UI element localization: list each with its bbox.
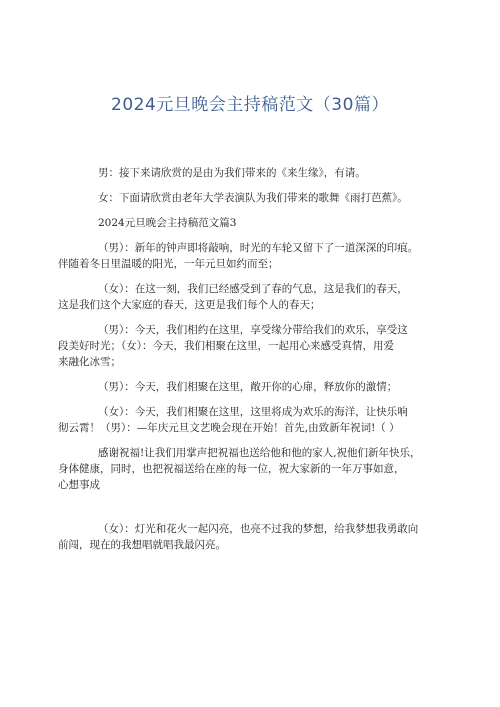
paragraph-spacer xyxy=(78,502,448,521)
document-body xyxy=(58,165,448,562)
document-title: 2024元旦晚会主持稿范文（30篇） xyxy=(111,95,389,115)
paragraph-4 xyxy=(58,240,448,272)
section-heading-3 xyxy=(78,215,448,231)
paragraph-line: （女）：在这一刻，我们已经感受到了春的气息，这是我们的春天， xyxy=(98,283,408,295)
paragraph-line: （女）：灯光和花火一起闪亮，也亮不过我的梦想，给我梦想我勇敢向 xyxy=(98,523,419,535)
paragraph-1 xyxy=(78,165,448,181)
paragraph-line: 身体健康，同时，也把祝福送给在座的每一位，祝大家新的一年万事如意， xyxy=(58,463,405,475)
paragraph-line: 彻云霄！（男）：—年庆元旦文艺晚会现在开始！首先,由致新年祝词!（ ） xyxy=(58,422,400,434)
paragraph-line: 男：接下来请欣赏的是由为我们带来的《来生缘》，有请。 xyxy=(98,167,366,179)
paragraph-line: （男）：今天，我们相约在这里，享受缘分带给我们的欢乐，享受这 xyxy=(98,324,408,336)
paragraph-10 xyxy=(58,521,448,553)
paragraph-line: （男）：新年的钟声即将敲响，时光的车轮又留下了一道深深的印痕。 xyxy=(98,242,419,254)
paragraph-line: （男）：今天，我们相聚在这里，敞开你的心扉，释放你的激情； xyxy=(98,381,398,393)
paragraph-2 xyxy=(78,190,448,206)
paragraph-8 xyxy=(58,404,448,436)
paragraph-line: 段美好时光；（女）：今天，我们相聚在这里，一起用心来感受真情，用爱 xyxy=(58,340,394,352)
paragraph-9 xyxy=(58,445,448,493)
paragraph-line: 伴随着冬日里温暖的阳光，一年元旦如约而至； xyxy=(58,258,279,270)
paragraph-line: 来融化冰雪； xyxy=(58,356,121,368)
paragraph-5 xyxy=(58,281,448,313)
paragraph-6 xyxy=(58,322,448,370)
paragraph-7 xyxy=(78,379,448,395)
paragraph-line: 感谢祝福!让我们用掌声把祝福也送给他和他的家人,祝他们新年快乐， xyxy=(98,447,421,459)
paragraph-line: 心想事成 xyxy=(58,479,100,491)
paragraph-line: 前闯，现在的我想唱就唱我最闪亮。 xyxy=(58,539,226,551)
paragraph-line: 2024元旦晚会主持稿范文篇3 xyxy=(98,217,237,229)
paragraph-line: 女：下面请欣赏由老年大学表演队为我们带来的歌舞《雨打芭蕉》。 xyxy=(98,192,408,204)
paragraph-line: 这是我们这个大家庭的春天，这更是我们每个人的春天； xyxy=(58,299,321,311)
paragraph-line: （女）：今天，我们相聚在这里，这里将成为欢乐的海洋，让快乐响 xyxy=(98,406,408,418)
